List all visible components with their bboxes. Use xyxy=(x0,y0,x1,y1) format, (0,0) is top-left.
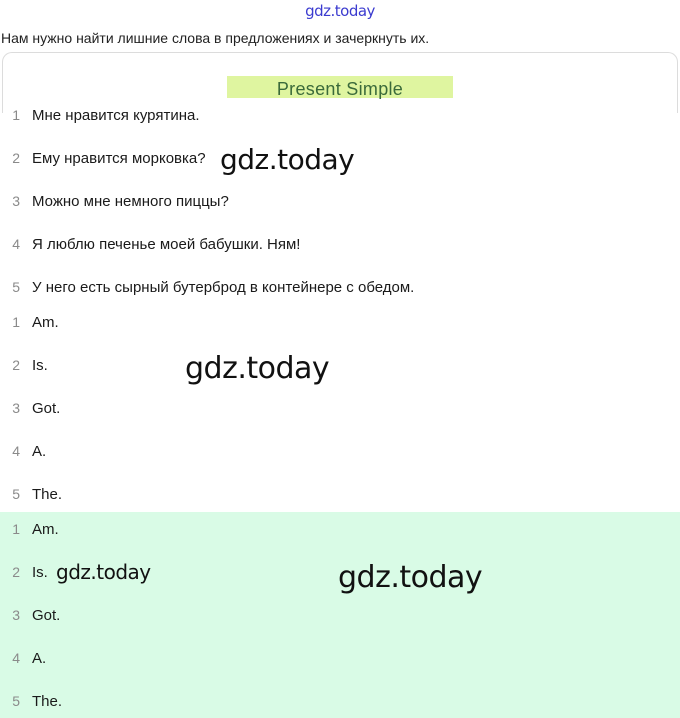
list-item xyxy=(0,191,229,211)
list-item xyxy=(0,519,59,539)
list-item xyxy=(0,355,48,375)
item-number: 4 xyxy=(12,443,20,459)
item-text: Is. xyxy=(32,563,48,581)
item-text: Is. xyxy=(32,356,48,374)
item-text: Ему нравится морковка? xyxy=(32,149,206,167)
item-text: The. xyxy=(32,485,63,503)
list-item xyxy=(0,234,300,254)
item-text: A. xyxy=(32,649,47,667)
item-number: 5 xyxy=(12,486,20,502)
list-item xyxy=(0,562,48,582)
watermark-text: gdz.today xyxy=(185,351,330,386)
list-item xyxy=(0,398,60,418)
item-text: Got. xyxy=(32,399,61,417)
list-item xyxy=(0,691,62,711)
list-item xyxy=(0,605,60,625)
list-item xyxy=(0,312,59,332)
item-number: 2 xyxy=(12,357,20,373)
item-text: A. xyxy=(32,442,47,460)
item-text: Мне нравится курятина. xyxy=(32,106,200,124)
list-item xyxy=(0,148,206,168)
item-number: 1 xyxy=(12,521,20,537)
item-text: The. xyxy=(32,692,63,710)
list-item xyxy=(0,648,46,668)
item-text: Got. xyxy=(32,606,61,624)
site-watermark: gdz.today xyxy=(305,2,375,20)
item-text: У него есть сырный бутерброд в контейнере с обедом. xyxy=(32,278,415,296)
item-text: Am. xyxy=(32,520,59,538)
item-text: Am. xyxy=(32,313,59,331)
item-number: 2 xyxy=(12,150,20,166)
item-text: Можно мне немного пиццы? xyxy=(32,192,229,210)
item-number: 5 xyxy=(12,693,20,709)
item-number: 3 xyxy=(12,400,20,416)
list-item xyxy=(0,441,46,461)
section-title: Present Simple xyxy=(276,79,404,99)
watermark-text: gdz.today xyxy=(220,143,355,176)
item-text: Я люблю печенье моей бабушки. Ням! xyxy=(32,235,301,253)
item-number: 1 xyxy=(12,314,20,330)
answer-block xyxy=(0,512,680,718)
item-number: 5 xyxy=(12,279,20,295)
item-number: 3 xyxy=(12,193,20,209)
item-number: 2 xyxy=(12,564,20,580)
item-number: 3 xyxy=(12,607,20,623)
list-item xyxy=(0,277,414,297)
list-item xyxy=(0,105,200,125)
item-number: 4 xyxy=(12,236,20,252)
watermark-text: gdz.today xyxy=(338,560,483,595)
task-instruction: Нам нужно найти лишние слова в предложениях и зачеркнуть их. xyxy=(1,30,430,46)
list-item xyxy=(0,484,62,504)
item-number: 4 xyxy=(12,650,20,666)
watermark-text: gdz.today xyxy=(56,560,151,584)
item-number: 1 xyxy=(12,107,20,123)
